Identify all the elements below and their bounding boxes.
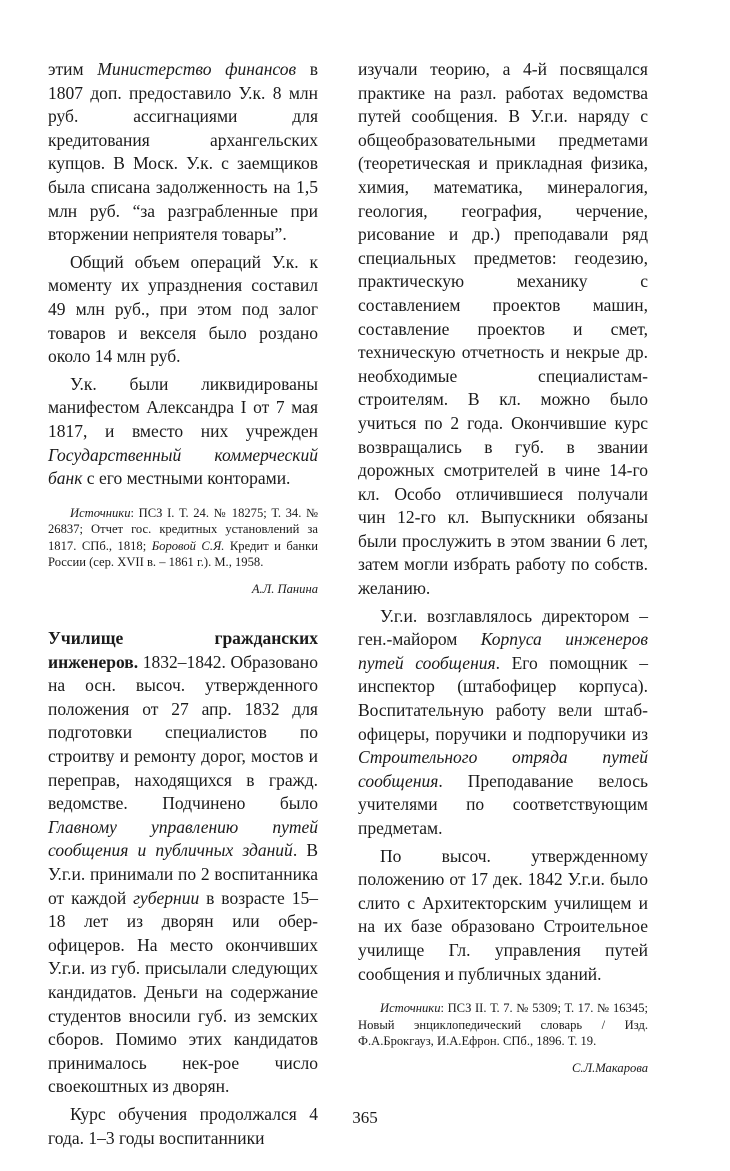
right-column [358,58,648,1076]
sources-block: Источники: ПСЗ II. Т. 7. № 5309; Т. 17. № 16345; Новый энциклопедический словарь / Изд. Ф.А.Брокгауз, И.А.Ефрон. СПб., 1896. Т. 19. [358,1001,648,1049]
author-signature: С.Л.Макарова [572,1060,648,1075]
link-guberniya: губернии [133,887,200,908]
link-construction-detachment: Строительного отряда путей сообщения [358,747,648,791]
page-number: 365 [352,1108,378,1127]
paragraph-merger: По высоч. утвержденному положению от 17 дек. 1842 У.г.и. было слито с Архитекторским училищем и на их базе образовано Строительное училище Гл. управления путей сообщения и публичных зданий. [358,845,648,984]
author-signature: А.Л. Панина [251,582,318,597]
link-ministry-of-finance: Министерство финансов [97,59,297,79]
paragraph-operations-volume: Общий объем операций У.к. к моменту их упразднения составил 49 млн руб., при этом под залог товаров и векселя было роздано около 14 млн руб. [48,251,318,367]
left-column [48,58,318,1150]
sources-block: Источники: ПСЗ I. Т. 24. № 18275; Т. 34. № 26837; Отчет гос. кредитных установлений за 1817. СПб., 1818; Боровой С.Я. Кредит и банки России (сер. XVII в. – 1861 г.). М., 1958. [48,505,318,570]
sources-label: Источники [70,505,131,520]
entry-civil-engineers-school: Училище гражданских инженеров. 1832–1842. Образовано на осн. высоч. утвержденного положения от 27 апр. 1832 для подготовки специалистов по строитву и ремонту дорог, мостов и переправ, находящихся в гражд. ведомстве. Подчинено было Главному управлению путей сообщения и публичных зданий. В У.г.и. принимали по 2 воспитанника от каждой губернии в возрасте 15–18 лет из дворян или обер-офицеров. На место окончивших У.г.и. из губ. присылали следующих кандидатов. Деньги на содержание студентов вносили губ. из земских сборов. Помимо этих кандидатов принималось нек-рое число своекоштных из дворян. [48,628,318,1097]
link-state-commercial-bank: Государственный коммерческий банк [48,444,318,489]
paragraph-administration: У.г.и. возглавлялось директором – ген.-майором Корпуса инженеров путей сообщения. Его помощник – инспектор (штабофицер корпуса). Воспитательную работу вели штаб-офицеры, поручики и подпоручики из Строительного отряда путей сообщения. Преподавание велось учителями по соответствующим предметам. [358,605,648,838]
paragraph-course-duration: Курс обучения продолжался 4 года. 1–3 годы воспитанники [48,1103,318,1148]
link-corps-of-engineers: Корпуса инженеров путей сообщения [358,629,648,673]
paragraph-ministry: этим Министерство финансов в 1807 доп. предоставило У.к. 8 млн руб. ассигнациями для кредитования архангельских купцов. В Моск. У.к. с заемщиков была списана задолженность на 1,5 млн руб. “за разграбленные при вторжении неприятеля товары”. [48,59,318,245]
paragraph-curriculum: изучали теорию, а 4-й посвящался практике на разл. работах ведомства путей сообщения. В У.г.и. наряду с общеобразовательными предметами (теоретическая и прикладная физика, химия, математика, минералогия, геология, география, черчение, рисование и др.) преподавали ряд специальных предметов: геодезию, практическую механику с составлением проектов машин, составление проектов и смет, техническую отчетность и некрые др. необходимые специалистам-строителям. В кл. можно было учиться по 2 года. Окончившие курс возвращались в губ. в звании дорожных смотрителей в чине 14-го кл. Особо отличившиеся получали чин 12-го кл. Выпускники обязаны были прослужить в этом звании 6 лет, затем могли избрать работу по собств. желанию. [358,59,648,599]
link-main-directorate: Главному управлению путей сообщения и публичных зданий [48,816,318,861]
paragraph-liquidation: У.к. были ликвидированы манифестом Александра I от 7 мая 1817, и вместо них учрежден Государственный коммерческий банк с его местными конторами. [48,373,318,489]
entry-separator [48,597,318,627]
entry-title: Училище гражданских инженеров. [48,628,318,672]
sources-label: Источники [380,1001,441,1016]
